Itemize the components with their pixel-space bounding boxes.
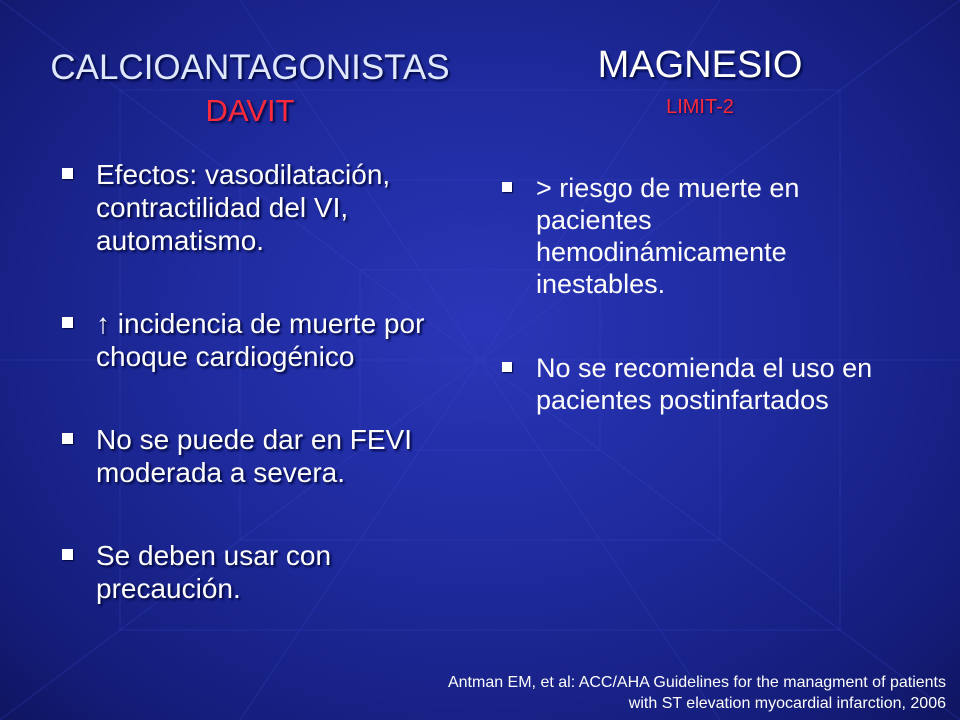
square-bullet-icon xyxy=(502,362,512,372)
left-bullet-list xyxy=(60,158,460,655)
list-item xyxy=(500,352,880,416)
list-item xyxy=(60,539,460,605)
citation-line-2: with ST elevation myocardial infarction, 2006 xyxy=(628,695,946,712)
right-column-title: MAGNESIO xyxy=(597,44,803,86)
right-bullet-list xyxy=(500,172,880,468)
citation xyxy=(346,672,946,714)
list-item xyxy=(500,172,880,300)
square-bullet-icon xyxy=(62,317,73,328)
list-item xyxy=(60,158,460,257)
bullet-text: No se puede dar en FEVI moderada a severa. xyxy=(96,424,412,488)
square-bullet-icon xyxy=(502,182,512,192)
square-bullet-icon xyxy=(62,433,73,444)
square-bullet-icon xyxy=(62,549,73,560)
square-bullet-icon xyxy=(62,168,73,179)
citation-line-1: Antman EM, et al: ACC/AHA Guidelines for the managment of patients xyxy=(447,674,946,691)
bullet-text: No se recomienda el uso en pacientes postinfartados xyxy=(536,353,873,415)
bullet-text: ↑ incidencia de muerte por choque cardiogénico xyxy=(96,308,425,372)
bullet-text: > riesgo de muerte en pacientes hemodinámicamente inestables. xyxy=(536,173,800,299)
bullet-text: Se deben usar con precaución. xyxy=(96,540,332,604)
list-item xyxy=(60,423,460,489)
left-column-subtitle: DAVIT xyxy=(205,93,295,128)
bullet-text: Efectos: vasodilatación, contractilidad del VI, automatismo. xyxy=(96,159,391,256)
left-column-title: CALCIOANTAGONISTAS xyxy=(50,48,450,87)
list-item xyxy=(60,307,460,373)
right-column-subtitle: LIMIT-2 xyxy=(666,96,734,118)
